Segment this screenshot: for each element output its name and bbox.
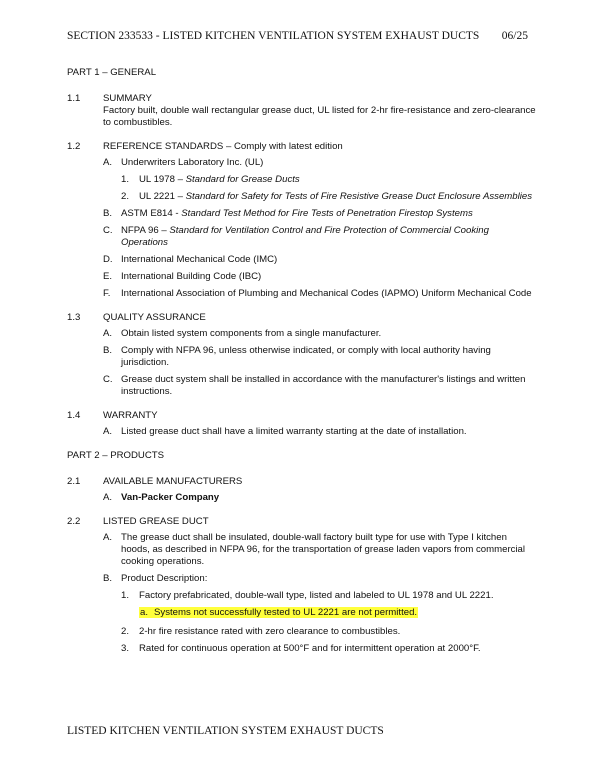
list-item: F. International Association of Plumbing and Mechanical Codes (IAPMO) Uniform Mechanical Code: [103, 288, 532, 299]
section-number: 2.1: [67, 476, 81, 487]
part-1-title: PART 1 – GENERAL: [67, 67, 157, 78]
section-1-2: [67, 141, 537, 300]
section-number: 2.2: [67, 516, 81, 527]
list-item: B. Comply with NFPA 96, unless otherwise indicated, or comply with local authority having jurisdiction.: [103, 345, 491, 368]
page-footer: LISTED KITCHEN VENTILATION SYSTEM EXHAUST DUCTS: [67, 725, 384, 737]
highlighted-note: a. Systems not successfully tested to UL 2221 are not permitted.: [140, 607, 418, 618]
page-header: [67, 30, 528, 42]
section-2-1: [67, 476, 537, 504]
list-item: E. International Building Code (IBC): [103, 271, 262, 282]
section-1-3: [67, 312, 537, 398]
part-2-title: PART 2 – PRODUCTS: [67, 450, 165, 461]
section-number: 1.3: [67, 312, 81, 323]
section-number: 1.1: [67, 93, 81, 104]
document-body: [67, 67, 537, 667]
list-item: 1. Factory prefabricated, double-wall type, listed and labeled to UL 1978 and UL 2221.: [121, 590, 494, 601]
list-item: A. Obtain listed system components from a single manufacturer.: [103, 328, 382, 339]
list-item: A. Listed grease duct shall have a limited warranty starting at the date of installation.: [103, 426, 467, 437]
list-item: B. ASTM E814 - Standard Test Method for Fire Tests of Penetration Firestop Systems: [103, 208, 473, 219]
list-item: D. International Mechanical Code (IMC): [103, 254, 278, 265]
revision-date: 06/25: [501, 30, 528, 42]
section-title: SECTION 233533 - LISTED KITCHEN VENTILATION SYSTEM EXHAUST DUCTS: [67, 30, 480, 42]
section-heading: SUMMARY: [103, 93, 152, 104]
list-item: 1. UL 1978 – Standard for Grease Ducts: [121, 174, 300, 185]
section-paragraph: Factory built, double wall rectangular grease duct, UL listed for 2-hr fire-resistance and zero-clearance to combustibles.: [103, 105, 536, 128]
list-item: C. Grease duct system shall be installed in accordance with the manufacturer's listings and written instructions.: [103, 374, 526, 397]
section-heading: QUALITY ASSURANCE: [103, 312, 206, 323]
section-heading: LISTED GREASE DUCT: [103, 516, 209, 527]
list-item: A. The grease duct shall be insulated, double-wall factory built type for use with Type I kitchen hoods, as described in NFPA 96, for the transportation of grease laden vapors from commercial cooking operations.: [103, 532, 526, 567]
section-number: 1.4: [67, 410, 81, 421]
list-item: 3. Rated for continuous operation at 500°F and for intermittent operation at 2000°F.: [121, 643, 481, 654]
manufacturer-item: A. Van-Packer Company: [103, 492, 220, 503]
section-2-2: [67, 516, 537, 655]
section-heading: REFERENCE STANDARDS – Comply with latest edition: [103, 141, 343, 152]
list-item: A. Underwriters Laboratory Inc. (UL): [103, 157, 264, 168]
list-item: B. Product Description:: [103, 573, 208, 584]
list-item: 2. UL 2221 – Standard for Safety for Tests of Fire Resistive Grease Duct Enclosure Assemblies: [121, 191, 532, 202]
section-1-4: [67, 410, 537, 438]
section-1-1: [67, 93, 537, 129]
list-item: 2. 2-hr fire resistance rated with zero clearance to combustibles.: [121, 626, 401, 637]
section-number: 1.2: [67, 141, 81, 152]
section-heading: WARRANTY: [103, 410, 158, 421]
list-item: C. NFPA 96 – Standard for Ventilation Control and Fire Protection of Commercial Cooking Operations: [103, 225, 489, 248]
section-heading: AVAILABLE MANUFACTURERS: [103, 476, 243, 487]
